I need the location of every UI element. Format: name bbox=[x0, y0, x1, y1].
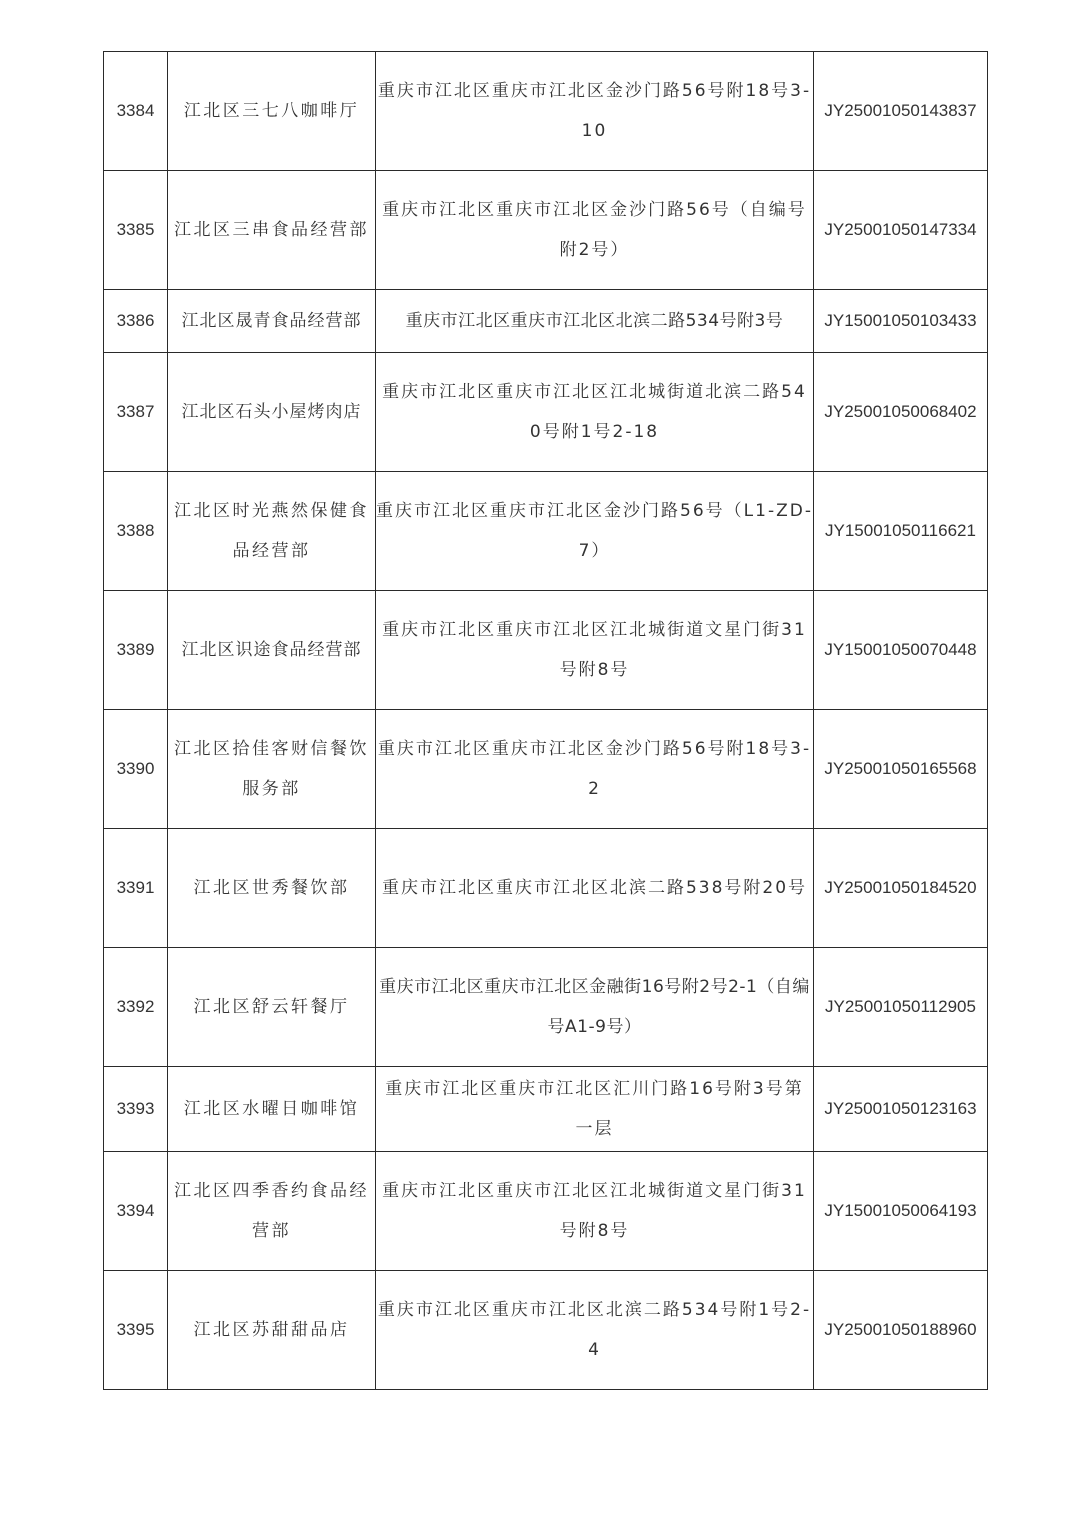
business-address: 重庆市江北区重庆市江北区江北城街道文星门街31号附8号 bbox=[376, 591, 814, 710]
license-number: JY25001050123163 bbox=[814, 1067, 988, 1152]
business-name: 江北区四季香约食品经营部 bbox=[168, 1152, 376, 1271]
row-number: 3391 bbox=[104, 829, 168, 948]
row-number: 3387 bbox=[104, 353, 168, 472]
table-row bbox=[104, 472, 988, 591]
license-number: JY25001050188960 bbox=[814, 1271, 988, 1390]
table-row bbox=[104, 710, 988, 829]
license-number: JY15001050070448 bbox=[814, 591, 988, 710]
license-number: JY25001050165568 bbox=[814, 710, 988, 829]
business-name: 江北区晟青食品经营部 bbox=[168, 290, 376, 353]
business-license-table bbox=[103, 51, 988, 1390]
row-number: 3385 bbox=[104, 171, 168, 290]
business-address: 重庆市江北区重庆市江北区金沙门路56号（L1-ZD-7） bbox=[376, 472, 814, 591]
row-number: 3389 bbox=[104, 591, 168, 710]
business-name: 江北区世秀餐饮部 bbox=[168, 829, 376, 948]
license-number: JY15001050064193 bbox=[814, 1152, 988, 1271]
business-address: 重庆市江北区重庆市江北区北滨二路534号附3号 bbox=[376, 290, 814, 353]
business-name: 江北区识途食品经营部 bbox=[168, 591, 376, 710]
table-row bbox=[104, 353, 988, 472]
business-address: 重庆市江北区重庆市江北区江北城街道北滨二路540号附1号2-18 bbox=[376, 353, 814, 472]
table-row bbox=[104, 948, 988, 1067]
row-number: 3388 bbox=[104, 472, 168, 591]
business-address: 重庆市江北区重庆市江北区金沙门路56号附18号3-10 bbox=[376, 52, 814, 171]
table-row bbox=[104, 290, 988, 353]
row-number: 3386 bbox=[104, 290, 168, 353]
table-row bbox=[104, 1067, 988, 1152]
license-number: JY25001050112905 bbox=[814, 948, 988, 1067]
table-row bbox=[104, 1152, 988, 1271]
row-number: 3393 bbox=[104, 1067, 168, 1152]
row-number: 3394 bbox=[104, 1152, 168, 1271]
table-row bbox=[104, 829, 988, 948]
row-number: 3395 bbox=[104, 1271, 168, 1390]
license-number: JY15001050116621 bbox=[814, 472, 988, 591]
table-row bbox=[104, 171, 988, 290]
business-name: 江北区石头小屋烤肉店 bbox=[168, 353, 376, 472]
row-number: 3390 bbox=[104, 710, 168, 829]
business-address: 重庆市江北区重庆市江北区金沙门路56号附18号3-2 bbox=[376, 710, 814, 829]
table-row bbox=[104, 1271, 988, 1390]
business-address: 重庆市江北区重庆市江北区汇川门路16号附3号第一层 bbox=[376, 1067, 814, 1152]
table-row bbox=[104, 591, 988, 710]
business-name: 江北区三七八咖啡厅 bbox=[168, 52, 376, 171]
license-number: JY25001050147334 bbox=[814, 171, 988, 290]
license-number: JY25001050143837 bbox=[814, 52, 988, 171]
table-row bbox=[104, 52, 988, 171]
license-number: JY15001050103433 bbox=[814, 290, 988, 353]
business-address: 重庆市江北区重庆市江北区江北城街道文星门街31号附8号 bbox=[376, 1152, 814, 1271]
business-name: 江北区舒云轩餐厅 bbox=[168, 948, 376, 1067]
business-name: 江北区三串食品经营部 bbox=[168, 171, 376, 290]
business-address: 重庆市江北区重庆市江北区北滨二路538号附20号 bbox=[376, 829, 814, 948]
business-address: 重庆市江北区重庆市江北区金沙门路56号（自编号附2号） bbox=[376, 171, 814, 290]
license-number: JY25001050068402 bbox=[814, 353, 988, 472]
business-address: 重庆市江北区重庆市江北区金融街16号附2号2-1（自编号A1-9号） bbox=[376, 948, 814, 1067]
row-number: 3384 bbox=[104, 52, 168, 171]
license-number: JY25001050184520 bbox=[814, 829, 988, 948]
business-name: 江北区苏甜甜品店 bbox=[168, 1271, 376, 1390]
business-name: 江北区拾佳客财信餐饮服务部 bbox=[168, 710, 376, 829]
business-name: 江北区水曜日咖啡馆 bbox=[168, 1067, 376, 1152]
business-address: 重庆市江北区重庆市江北区北滨二路534号附1号2-4 bbox=[376, 1271, 814, 1390]
business-name: 江北区时光燕然保健食品经营部 bbox=[168, 472, 376, 591]
row-number: 3392 bbox=[104, 948, 168, 1067]
